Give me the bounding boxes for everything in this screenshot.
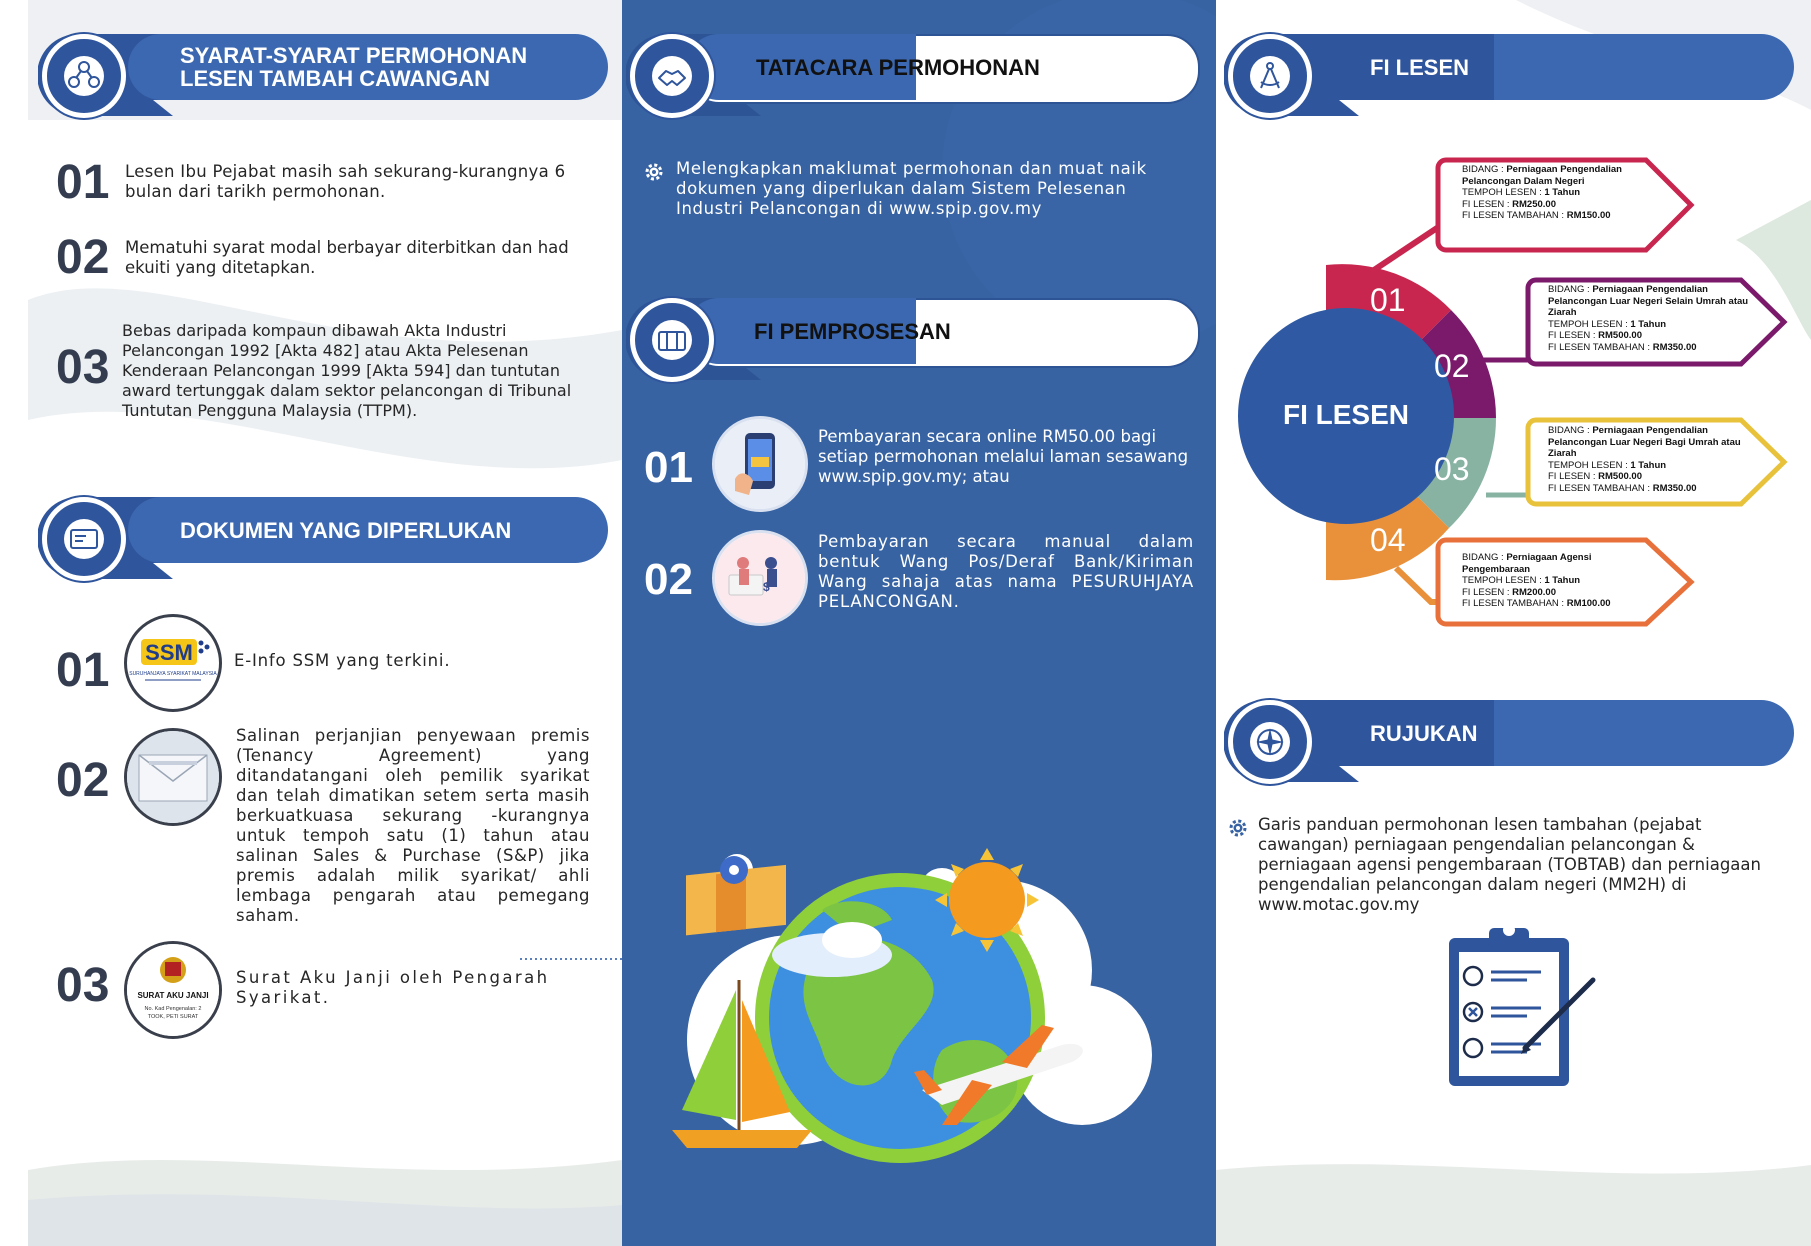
dokumen-num-3: 03 <box>56 959 110 1012</box>
syarat-banner <box>38 34 608 100</box>
fee-card-2: BIDANG : Perniagaan Pengendalian Pelancongan Luar Negeri Selain Umrah atau Ziarah TEMPOH LESEN : 1 Tahun FI LESEN : RM500.00 FI LESEN TAMBAHAN : RM350.00 <box>1548 284 1749 353</box>
segment-label-3: 03 <box>1434 451 1470 487</box>
ssm-logo-text: SSM <box>145 640 193 665</box>
fee-card-1: BIDANG : Perniagaan Pengendalian Pelancongan Dalam Negeri TEMPOH LESEN : 1 Tahun FI LESEN : RM250.00 FI LESEN TAMBAHAN : RM150.00 <box>1462 164 1622 221</box>
gear-bullet-icon <box>642 160 666 184</box>
dokumen-banner <box>38 497 608 563</box>
fi-pemprosesan-banner <box>626 298 1196 364</box>
fi-pemprosesan-text-2: Pembayaran secara manual dalam bentuk Wang Pos/Deraf Bank/Kiriman Wang sahaja atas nama PESURUHJAYA PELANCONGAN. <box>818 532 1194 611</box>
dokumen-text-2: Salinan perjanjian penyewaan premis (Tenancy Agreement) yang ditandatangani oleh pemilik syarikat dan telah dimatikan setem serta masih berkuatkuasa sekurang -kurangnya untuk tempoh satu (1) tahun atau salinan Sales & Purchase (S&P) jika premis adalah milik syarikat/ ahli lembaga pengarah atau pemegang saham. <box>236 726 590 925</box>
fi-pemprosesan-num-1: 01 <box>644 443 693 492</box>
syarat-text-1: Lesen Ibu Pejabat masih sah sekurang-kurangnya 6 bulan dari tarikh permohonan. <box>125 162 566 201</box>
dokumen-num-1: 01 <box>56 644 110 697</box>
surat-doc-line1: No. Kad Pengenalan: 2 <box>144 1006 202 1012</box>
middle-panel <box>622 0 1216 1246</box>
briefcase-icon <box>630 298 714 382</box>
fi-pemprosesan-title: FI PEMPROSESAN <box>754 319 951 344</box>
gear-bullet-icon <box>1226 816 1250 840</box>
cash-payment-icon <box>712 530 808 626</box>
people-network-icon <box>42 34 126 118</box>
left-panel <box>0 0 622 1246</box>
surat-doc-title: SURAT AKU JANJI <box>137 991 209 1000</box>
rujukan-banner <box>1224 700 1794 766</box>
rujukan-title: RUJUKAN <box>1370 721 1478 746</box>
tatacara-text: Melengkapkan maklumat permohonan dan muat naik dokumen yang diperlukan dalam Sistem Pelesenan Industri Pelancongan di www.spip.gov.my <box>676 159 1147 218</box>
fi-lesen-title: FI LESEN <box>1370 55 1470 80</box>
fee-card-3: BIDANG : Perniagaan Pengendalian Pelancongan Luar Negeri Bagi Umrah atau Ziarah TEMPOH LESEN : 1 Tahun FI LESEN : RM500.00 FI LESEN TAMBAHAN : RM350.00 <box>1548 425 1741 494</box>
fi-lesen-center-label: FI LESEN <box>1282 399 1409 430</box>
smartphone-payment-icon <box>712 416 808 512</box>
dotted-connector <box>520 955 622 963</box>
dokumen-num-2: 02 <box>56 754 110 807</box>
dokumen-text-1: E-Info SSM yang terkini. <box>234 651 451 670</box>
rujukan-text: Garis panduan permohonan lesen tambahan (pejabat cawangan) perniagaan pengendalian pelancongan & perniagaan agensi pengembaraan (TOBTAB) dan perniagaan pengendalian pelancongan dalam negeri (MM2H) di www.motac.gov.my <box>1258 815 1761 914</box>
tatacara-banner <box>626 34 1196 100</box>
compass-icon <box>1228 34 1312 118</box>
segment-label-2: 02 <box>1434 348 1470 384</box>
segment-label-4: 04 <box>1370 522 1406 558</box>
id-card-icon <box>42 497 126 581</box>
syarat-text-3: Bebas daripada kompaun dibawah Akta Industri Pelancongan 1992 [Akta 482] atau Akta Pelesenan Kenderaan Pelancongan 1999 [Akta 594] dan tuntutan award tertunggak dalam sektor pelancongan di Tribunal Tuntutan Pengguna Malaysia (TTPM). <box>122 321 572 420</box>
fee-card-4: BIDANG : Perniagaan Agensi Pengembaraan TEMPOH LESEN : 1 Tahun FI LESEN : RM200.00 FI LESEN TAMBAHAN : RM100.00 <box>1462 552 1611 609</box>
ssm-logo <box>124 614 222 712</box>
syarat-title: SYARAT-SYARAT PERMOHONAN LESEN TAMBAH CAWANGAN <box>180 43 528 91</box>
dokumen-title: DOKUMEN YANG DIPERLUKAN <box>180 518 512 543</box>
svg-text:$: $ <box>763 580 770 594</box>
compass-rose-icon <box>1228 700 1312 784</box>
segment-label-1: 01 <box>1370 282 1406 318</box>
clipboard-checklist-icon <box>1441 920 1621 1090</box>
handshake-icon <box>630 34 714 118</box>
globe-travel-illustration <box>642 840 1202 1190</box>
fi-lesen-banner <box>1224 34 1794 100</box>
fi-pemprosesan-text-1: Pembayaran secara online RM50.00 bagi setiap permohonan melalui laman sesawang www.spip.gov.my; atau <box>818 427 1189 486</box>
envelope-document-image <box>124 728 222 826</box>
dokumen-text-3: Surat Aku Janji oleh Pengarah Syarikat. <box>236 968 550 1007</box>
syarat-text-2: Mematuhi syarat modal berbayar diterbitkan dan had ekuiti yang ditetapkan. <box>125 238 569 277</box>
fi-pemprosesan-num-2: 02 <box>644 555 693 604</box>
syarat-num-1: 01 <box>56 156 110 209</box>
ssm-logo-caption: SURUHANJAYA SYARIKAT MALAYSIA <box>129 671 217 677</box>
syarat-num-3: 03 <box>56 341 110 394</box>
tatacara-title: TATACARA PERMOHONAN <box>756 55 1040 80</box>
right-panel <box>1216 0 1811 1246</box>
surat-aku-janji-image <box>124 941 222 1039</box>
syarat-num-2: 02 <box>56 231 110 284</box>
surat-doc-line2: TOOK, PETI SURAT <box>147 1014 199 1020</box>
